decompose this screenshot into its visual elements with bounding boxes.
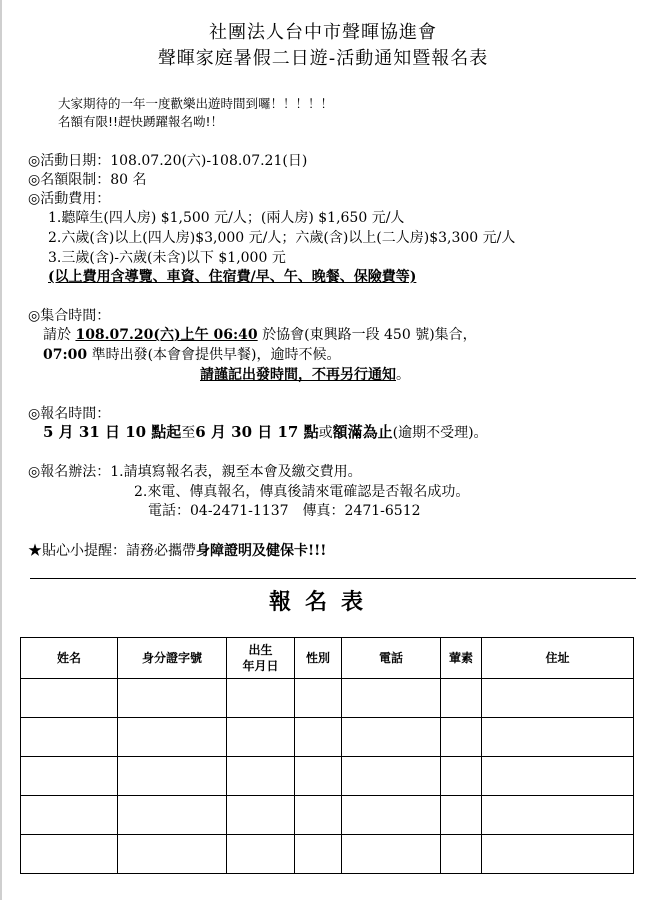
- table-cell[interactable]: [118, 757, 227, 796]
- activity-quota-label: ◎名額限制：: [28, 172, 111, 188]
- fee-note: (以上費用含導覽、車資、住宿費/早、午、晚餐、保險費等): [48, 269, 417, 285]
- col-birthdate: [227, 638, 295, 679]
- method-line-1: [28, 461, 362, 481]
- col-name: 姓名: [21, 638, 118, 679]
- col-address: 住址: [482, 638, 634, 679]
- table-body: [21, 679, 634, 874]
- table-cell[interactable]: [441, 757, 482, 796]
- table-cell[interactable]: [342, 757, 441, 796]
- table-cell[interactable]: [441, 796, 482, 835]
- method-label: ◎報名辦法：: [28, 464, 111, 480]
- departure-time: 07:00: [43, 347, 88, 363]
- gathering-line-2: [43, 344, 341, 364]
- table-cell[interactable]: [227, 835, 295, 874]
- table-cell[interactable]: [482, 718, 634, 757]
- gathering-prefix: 請於: [43, 327, 76, 343]
- col-diet: 葷素: [441, 638, 482, 679]
- fee-item: 2.六歲(含)以上(四人房)$3,000 元/人；六歲(含)以上(二人房)$3,300 元/人: [48, 230, 516, 246]
- table-cell[interactable]: [21, 757, 118, 796]
- organization-title: 社團法人台中市聲暉協進會: [209, 22, 437, 43]
- table-cell[interactable]: [482, 796, 634, 835]
- table-cell[interactable]: [482, 835, 634, 874]
- intro-line-1: 大家期待的一年一度歡樂出遊時間到囉！！！！！: [58, 96, 334, 111]
- fee-item: 3.三歲(含)-六歲(未含)以下 $1,000 元: [48, 250, 286, 266]
- departure-note: 準時出發(本會會提供早餐)，逾時不候。: [87, 347, 341, 363]
- table-cell[interactable]: [441, 679, 482, 718]
- col-phone: 電話: [342, 638, 441, 679]
- table-row: [21, 757, 634, 796]
- table-header-row: [21, 638, 634, 679]
- gathering-datetime: 108.07.20(六)上午 06:40: [75, 327, 258, 343]
- activity-date-label: ◎活動日期：: [28, 153, 111, 169]
- reg-late: (逾期不受理)。: [392, 425, 488, 441]
- col-gender: 性別: [295, 638, 342, 679]
- table-row: [21, 679, 634, 718]
- table-cell[interactable]: [21, 796, 118, 835]
- method-item-2: 2.來電、傳真報名，傳真後請來電確認是否報名成功。: [134, 484, 470, 500]
- activity-date-value: 108.07.20(六)-108.07.21(日): [110, 153, 308, 169]
- reg-or: 或: [318, 425, 333, 441]
- tip-label: ★貼心小提醒：請務必攜帶: [28, 543, 196, 559]
- reg-full: 額滿為止: [332, 423, 393, 441]
- form-title: 報名表: [268, 589, 377, 615]
- table-cell[interactable]: [482, 757, 634, 796]
- col-birthdate-label: 出生 年月日: [242, 643, 279, 673]
- table-cell[interactable]: [295, 796, 342, 835]
- gathering-line-1: [43, 324, 477, 344]
- table-cell[interactable]: [21, 679, 118, 718]
- contact-info: 電話：04-2471-1137 傳真：2471-6512: [148, 503, 421, 519]
- gathering-label: ◎集合時間：: [28, 308, 111, 324]
- registration-table: [20, 637, 634, 874]
- table-cell[interactable]: [482, 679, 634, 718]
- intro-line-2: 名額有限!!趕快踴躍報名呦!！: [58, 114, 224, 129]
- table-cell[interactable]: [295, 835, 342, 874]
- table-row: [21, 796, 634, 835]
- table-cell[interactable]: [342, 679, 441, 718]
- activity-date: [28, 150, 307, 170]
- reg-to: 至: [181, 425, 196, 441]
- table-cell[interactable]: [227, 757, 295, 796]
- tip-strong: 身障證明及健保卡: [196, 543, 308, 559]
- tip-end: !!!: [308, 543, 327, 559]
- table-cell[interactable]: [118, 835, 227, 874]
- table-cell[interactable]: [342, 718, 441, 757]
- table-cell[interactable]: [441, 718, 482, 757]
- table-cell[interactable]: [441, 835, 482, 874]
- reminder-end: 。: [396, 367, 410, 383]
- table-cell[interactable]: [342, 835, 441, 874]
- tip-line: [28, 540, 326, 560]
- event-title: 聲暉家庭暑假二日遊-活動通知暨報名表: [157, 48, 489, 69]
- table-cell[interactable]: [227, 679, 295, 718]
- activity-fee-label: ◎活動費用：: [28, 191, 111, 207]
- registration-time-value: [43, 421, 488, 442]
- table-cell[interactable]: [295, 718, 342, 757]
- divider: [30, 578, 636, 579]
- table-cell[interactable]: [295, 679, 342, 718]
- gathering-reminder: [200, 364, 410, 384]
- table-cell[interactable]: [118, 679, 227, 718]
- fee-item: 1.聽障生(四人房) $1,500 元/人；(兩人房) $1,650 元/人: [48, 210, 405, 226]
- reg-end: 6 月 30 日 17 點: [195, 423, 319, 441]
- activity-quota: [28, 169, 146, 189]
- registration-time-label: ◎報名時間：: [28, 406, 111, 422]
- table-cell[interactable]: [118, 718, 227, 757]
- reg-start: 5 月 31 日 10 點起: [43, 423, 182, 441]
- method-item-1: 1.請填寫報名表，親至本會及繳交費用。: [110, 464, 362, 480]
- table-cell[interactable]: [21, 835, 118, 874]
- table-row: [21, 718, 634, 757]
- table-cell[interactable]: [295, 757, 342, 796]
- table-cell[interactable]: [118, 796, 227, 835]
- table-cell[interactable]: [342, 796, 441, 835]
- table-cell[interactable]: [227, 718, 295, 757]
- col-id-number: 身分證字號: [118, 638, 227, 679]
- table-row: [21, 835, 634, 874]
- activity-quota-value: 80 名: [110, 172, 147, 188]
- gathering-location: 於協會(東興路一段 450 號)集合，: [257, 327, 477, 343]
- table-cell[interactable]: [227, 796, 295, 835]
- reminder-text: 請謹記出發時間，不再另行通知: [200, 367, 396, 383]
- table-cell[interactable]: [21, 718, 118, 757]
